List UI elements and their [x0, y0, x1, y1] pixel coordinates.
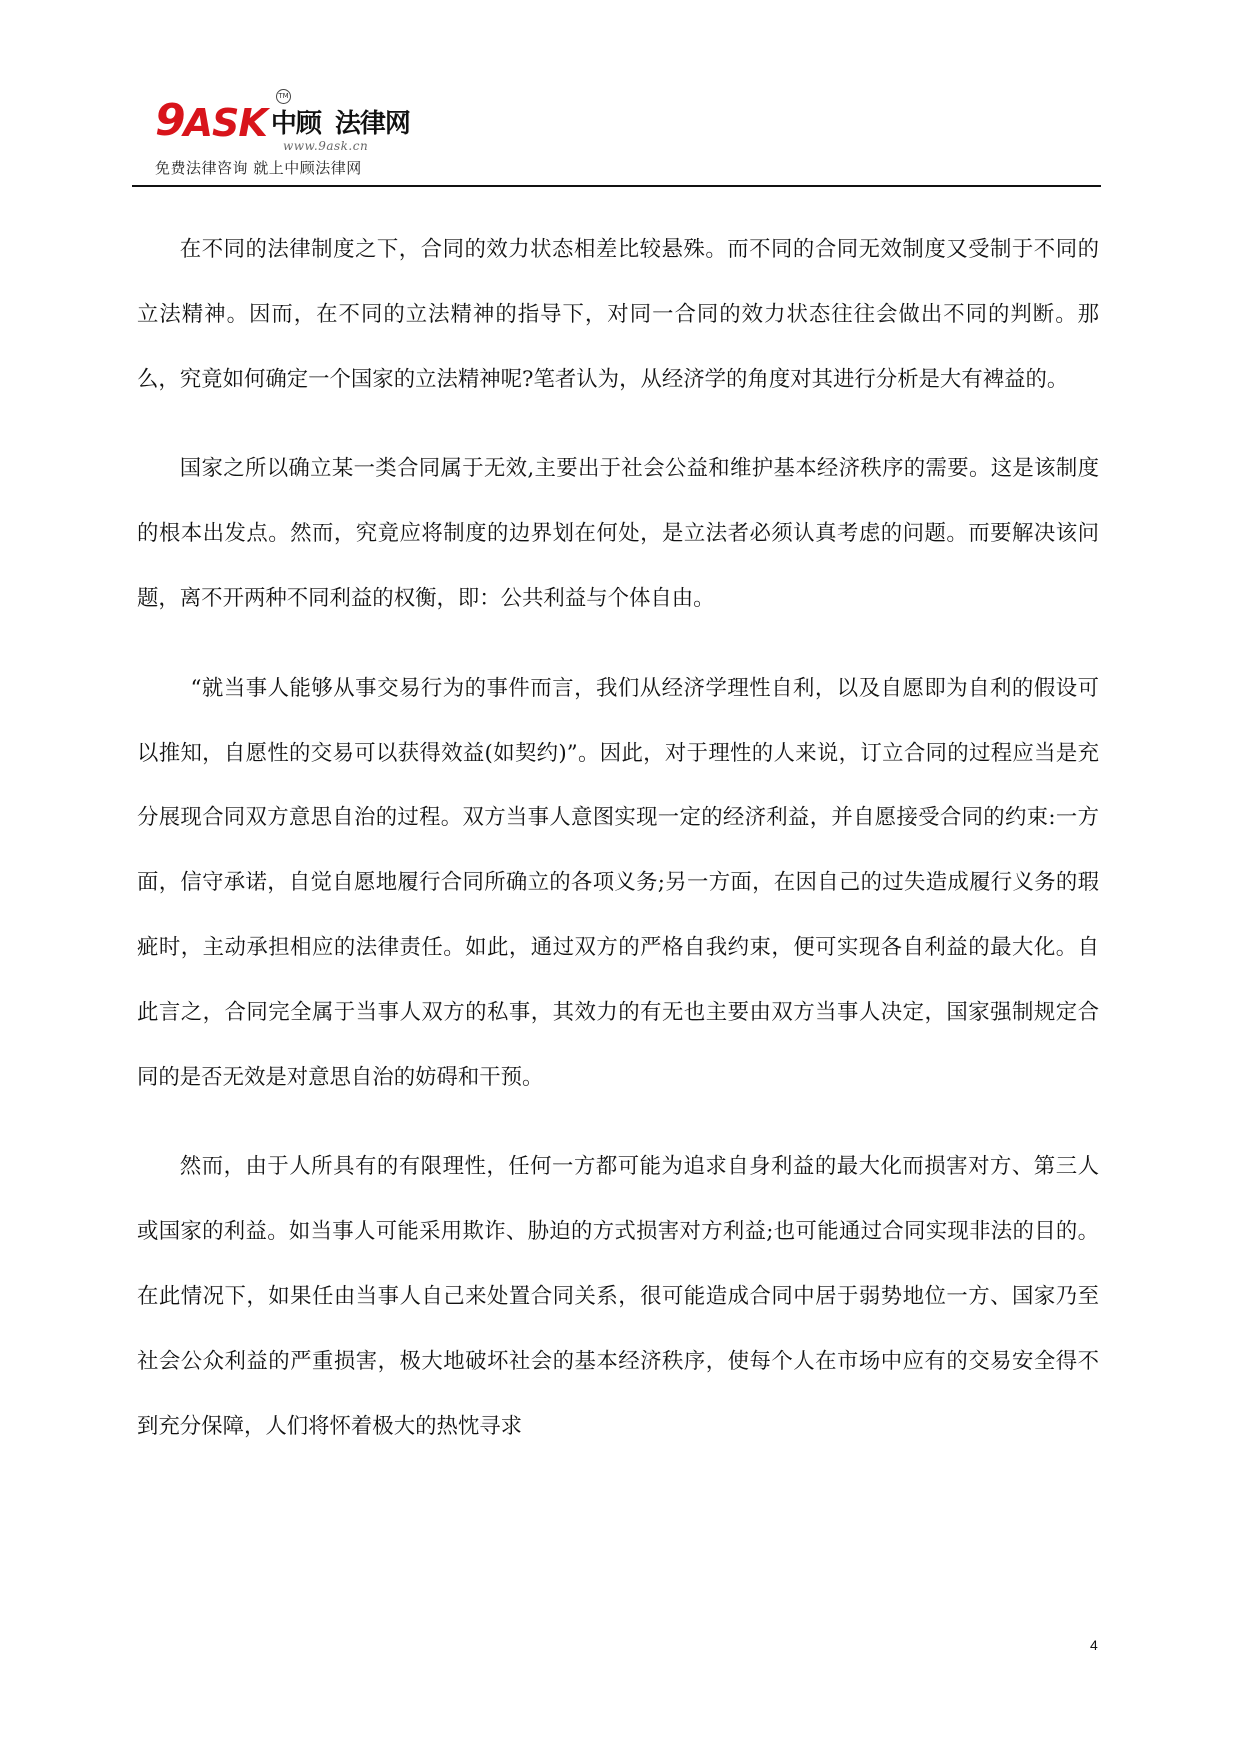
- logo-url: www.9ask.cn: [283, 139, 369, 153]
- trademark-icon: TM: [276, 89, 291, 104]
- logo-nine: 9: [155, 95, 184, 146]
- page-number: 4: [1090, 1637, 1098, 1653]
- logo-ask: ASK: [183, 101, 267, 145]
- body-text: [137, 218, 1099, 1459]
- paragraph: 然而，由于人所具有的有限理性，任何一方都可能为追求自身利益的最大化而损害对方、第三人或国家的利益。如当事人可能采用欺诈、胁迫的方式损害对方利益;也可能通过合同实现非法的目的。在此情况下，如果任由当事人自己来处置合同关系，很可能造成合同中居于弱势地位一方、国家乃至社会公众利益的严重损害，极大地破坏社会的基本经济秩序，使每个人在市场中应有的交易安全得不到充分保障，人们将怀着极大的热忱寻求: [137, 1154, 1099, 1439]
- logo-law-cn: 法律网: [334, 109, 410, 139]
- logo-slogan: 免费法律咨询 就上中顾法律网: [155, 159, 362, 177]
- paragraph: 在不同的法律制度之下，合同的效力状态相差比较悬殊。而不同的合同无效制度又受制于不同的立法精神。因而，在不同的立法精神的指导下，对同一合同的效力状态往往会做出不同的判断。那么，究竟如何确定一个国家的立法精神呢?笔者认为，从经济学的角度对其进行分析是大有裨益的。: [137, 237, 1099, 392]
- logo-brand-cn: 中顾: [270, 109, 321, 139]
- site-logo: [155, 92, 455, 185]
- paragraph: 国家之所以确立某一类合同属于无效,主要出于社会公益和维护基本经济秩序的需要。这是该制度的根本出发点。然而，究竟应将制度的边界划在何处，是立法者必须认真考虑的问题。而要解决该问题，离不开两种不同利益的权衡，即：公共利益与个体自由。: [137, 456, 1099, 611]
- header-divider: [132, 185, 1101, 187]
- paragraph: “就当事人能够从事交易行为的事件而言，我们从经济学理性自利，以及自愿即为自利的假设可以推知，自愿性的交易可以获得效益(如契约)”。因此，对于理性的人来说，订立合同的过程应当是充分展现合同双方意思自治的过程。双方当事人意图实现一定的经济利益，并自愿接受合同的约束:一方面，信守承诺，自觉自愿地履行合同所确立的各项义务;另一方面，在因自己的过失造成履行义务的瑕疵时，主动承担相应的法律责任。如此，通过双方的严格自我约束，便可实现各自利益的最大化。自此言之，合同完全属于当事人双方的私事，其效力的有无也主要由双方当事人决定，国家强制规定合同的是否无效是对意思自治的妨碍和干预。: [137, 675, 1099, 1090]
